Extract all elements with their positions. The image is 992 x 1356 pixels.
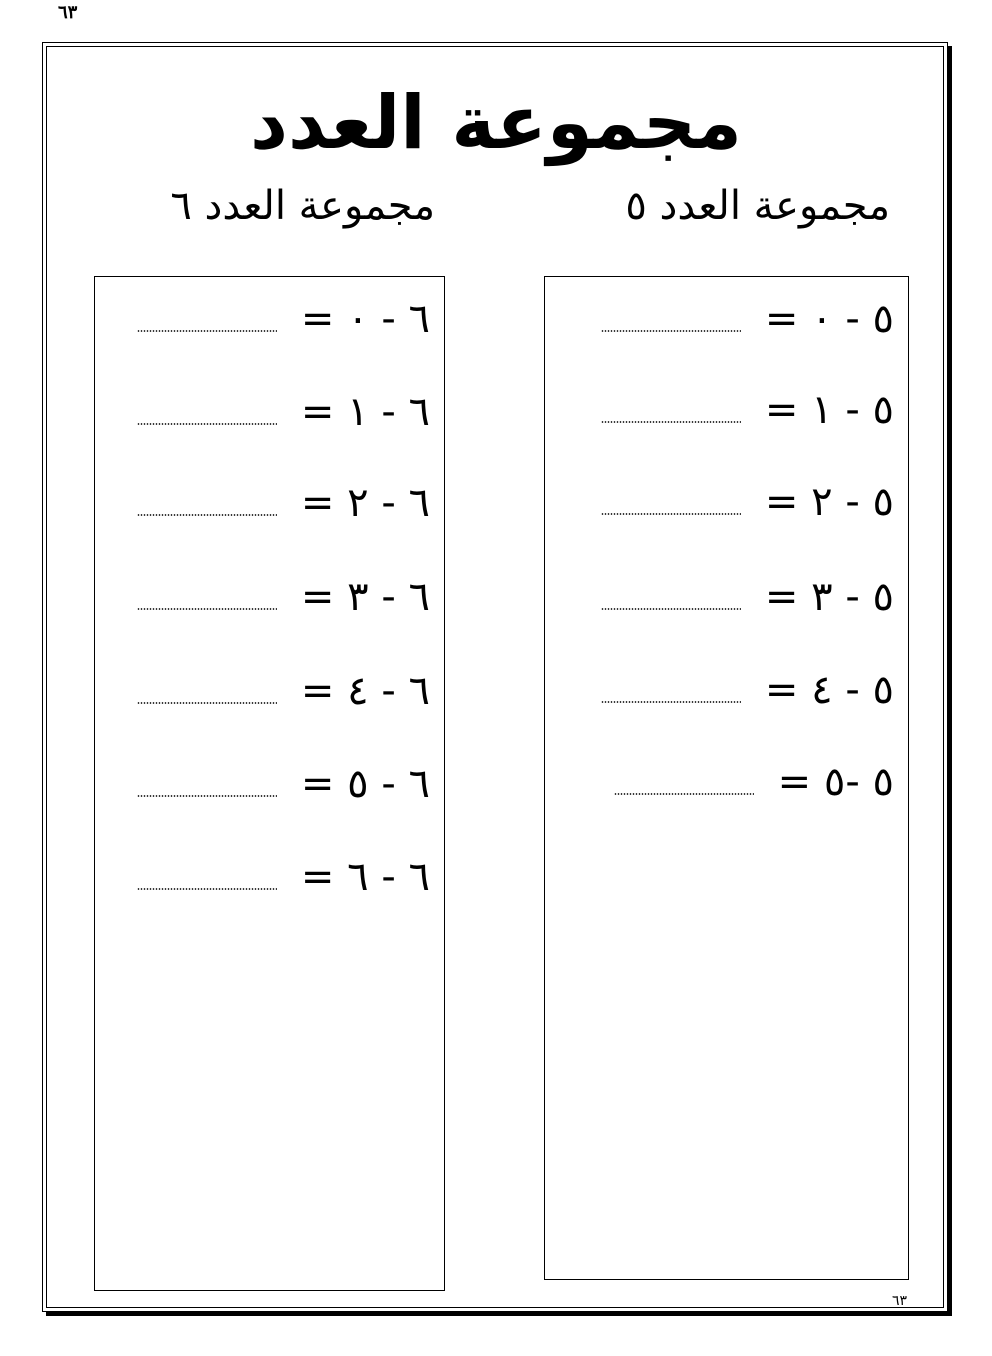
equation-text: ٦ - ٤ = <box>300 668 430 714</box>
equation-row <box>137 382 430 442</box>
answer-blank[interactable] <box>137 608 277 610</box>
answer-blank[interactable] <box>137 330 277 332</box>
column-heading-six: مجموعة العدد ٦ <box>170 183 435 229</box>
answer-blank[interactable] <box>137 423 277 425</box>
column-heading-five: مجموعة العدد ٥ <box>625 183 890 229</box>
equation-text: ٦ - ٠ = <box>300 296 430 342</box>
equation-text: ٥ - ٣ = <box>764 574 894 620</box>
equation-text: ٥ - ١ = <box>764 387 894 433</box>
page-title: مجموعة العدد <box>250 80 742 166</box>
equation-text: ٦ - ٢ = <box>300 480 430 526</box>
answer-blank[interactable] <box>137 888 277 890</box>
equation-text: ٥ - ٢ = <box>764 479 894 525</box>
answer-blank[interactable] <box>601 513 741 515</box>
equation-text: ٥ -٥ = <box>777 759 894 805</box>
answer-blank[interactable] <box>137 702 277 704</box>
page-number-top: ٦٣ <box>58 2 78 23</box>
equation-row <box>137 661 430 721</box>
equation-row <box>137 754 430 814</box>
answer-blank[interactable] <box>601 330 741 332</box>
equation-text: ٦ - ٣ = <box>300 574 430 620</box>
answer-blank[interactable] <box>137 795 277 797</box>
equation-text: ٥ - ٤ = <box>764 667 894 713</box>
equation-row <box>137 289 430 349</box>
equation-row <box>601 472 894 532</box>
equation-text: ٥ - ٠ = <box>764 296 894 342</box>
equation-row <box>137 473 430 533</box>
answer-blank[interactable] <box>137 514 277 516</box>
answer-blank[interactable] <box>601 701 741 703</box>
equation-text: ٦ - ١ = <box>300 389 430 435</box>
answer-blank[interactable] <box>601 421 741 423</box>
equation-row <box>137 847 430 907</box>
equation-row <box>601 380 894 440</box>
equation-text: ٦ - ٥ = <box>300 761 430 807</box>
equation-text: ٦ - ٦ = <box>300 854 430 900</box>
equation-row <box>614 752 894 812</box>
equation-row <box>601 660 894 720</box>
equations-box-six <box>94 276 445 1291</box>
equation-row <box>601 289 894 349</box>
equation-row <box>601 567 894 627</box>
equation-row <box>137 567 430 627</box>
equations-box-five <box>544 276 909 1280</box>
page-number-bottom: ٦٣ <box>892 1293 908 1309</box>
answer-blank[interactable] <box>614 793 754 795</box>
answer-blank[interactable] <box>601 608 741 610</box>
